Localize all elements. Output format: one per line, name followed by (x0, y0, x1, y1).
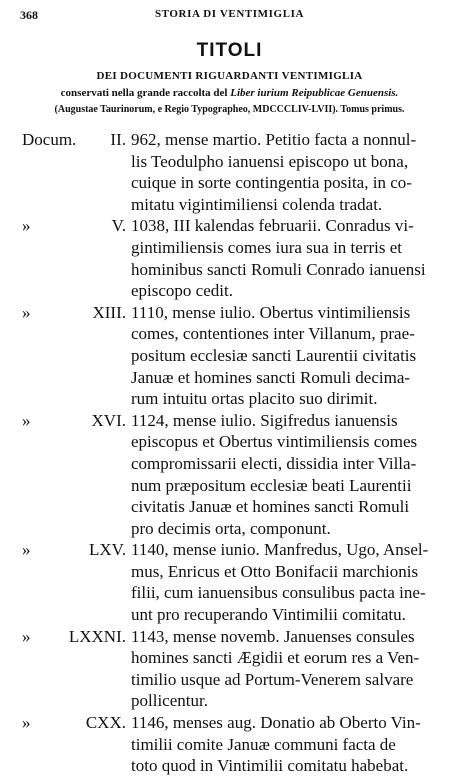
text-line: 1110, mense iulio. Obertus vintimiliensis (131, 302, 411, 322)
source-line (0, 87, 459, 99)
document-number: V. (111, 216, 126, 236)
document-number: XVI. (91, 410, 126, 430)
ditto-mark: » (22, 410, 31, 430)
document-description (131, 129, 443, 215)
source-prefix: conservati nella grande raccolta del (60, 87, 231, 99)
document-number: II. (110, 130, 126, 149)
text-line: comes, contentiones inter Villanum, prae- (131, 324, 415, 344)
document-entry (0, 712, 459, 777)
text-line: Januæ et homines sancti Romuli decima- (131, 367, 411, 387)
text-line: cuique in sorte contingentia posita, in co- (131, 173, 412, 193)
text-line: 1140, mense iunio. Manfredus, Ugo, Ansel- (131, 540, 429, 560)
document-entry (0, 129, 459, 215)
document-description (131, 302, 443, 410)
text-line: gintimiliensis comes iura sua in terris et (131, 237, 403, 257)
source-imprint: (Augustae Taurinorum, e Regio Typographeo, MDCCCLIV-LVII). Tomus primus. (54, 104, 405, 115)
text-line: 1143, mense novemb. Januenses consules (131, 626, 415, 646)
text-line: positum ecclesiæ sancti Laurentii civitatis (131, 345, 417, 365)
text-line: toto quod in Vintimilii comitatu habebat. (131, 756, 409, 776)
text-line: unt pro recuperando Vintimilii comitatu. (131, 605, 406, 625)
text-line: episcopus et Obertus vintimiliensis comes (131, 432, 418, 452)
document-description (131, 626, 443, 712)
text-line: filii, cum ianuensibus consulibus pacta ine- (131, 583, 426, 603)
text-line: num præpositum ecclesiæ beati Laurentii (131, 475, 412, 495)
docum-label: Docum. (22, 130, 77, 149)
document-entry (0, 539, 459, 625)
text-line: compromissarii electi, dissidia inter Villa- (131, 453, 417, 473)
text-line: pro decimis orta, componunt. (131, 518, 331, 538)
text-line: 1038, III kalendas februarii. Conradus vi- (131, 216, 414, 236)
text-line: 962, mense martio. Petitio facta a nonnul- (131, 130, 417, 149)
text-line: civitatis Januæ et homines sancti Romuli (131, 497, 410, 517)
document-description (131, 539, 443, 625)
document-number: XIII. (92, 302, 126, 322)
running-head: STORIA DI VENTIMIGLIA (154, 8, 305, 20)
text-line: 1146, menses aug. Donatio ab Oberto Vin- (131, 713, 421, 733)
document-description (131, 410, 443, 540)
page-subtitle: DEI DOCUMENTI RIGUARDANTI VENTIMIGLIA (96, 70, 363, 82)
ditto-mark: » (22, 540, 31, 560)
document-number: LXV. (89, 540, 126, 560)
ditto-mark: » (22, 216, 31, 236)
ditto-mark: » (22, 626, 31, 646)
text-line: 1124, mense iulio. Sigifredus ianuensis (131, 410, 398, 430)
document-description (131, 215, 443, 301)
document-number: CXX. (85, 713, 126, 733)
document-entry (0, 215, 459, 301)
text-line: mitatu vigintimiliensi colenda tradat. (131, 194, 383, 214)
text-line: hominibus sancti Romuli Conrado ianuensi (131, 259, 426, 279)
page-number: 368 (20, 8, 38, 22)
text-line: pollicentur. (131, 691, 208, 711)
source-italic: Liber iurium Reipublicae Genuensis. (230, 87, 399, 99)
ditto-mark: » (22, 302, 31, 322)
text-line: episcopo cedit. (131, 281, 233, 301)
text-line: rum intuitu ortas placito suo dirimit. (131, 389, 378, 409)
page-title: TITOLI (196, 40, 263, 61)
document-list (0, 129, 459, 777)
text-line: timilii comite Januæ communi facta de (131, 734, 396, 754)
text-line: timilio usque ad Portum-Venerem salvare (131, 669, 414, 689)
document-entry (0, 626, 459, 712)
document-entry (0, 302, 459, 410)
ditto-mark: » (22, 713, 31, 733)
document-number: LXXNI. (68, 626, 126, 646)
text-line: lis Teodulpho ianuensi episcopo ut bona, (131, 151, 409, 171)
document-description (131, 712, 443, 777)
text-line: homines sancti Ægidii et eorum res a Ven- (131, 648, 420, 668)
document-entry (0, 410, 459, 540)
text-line: mus, Enricus et Otto Bonifacii marchionis (131, 561, 419, 581)
page-header (0, 8, 459, 24)
